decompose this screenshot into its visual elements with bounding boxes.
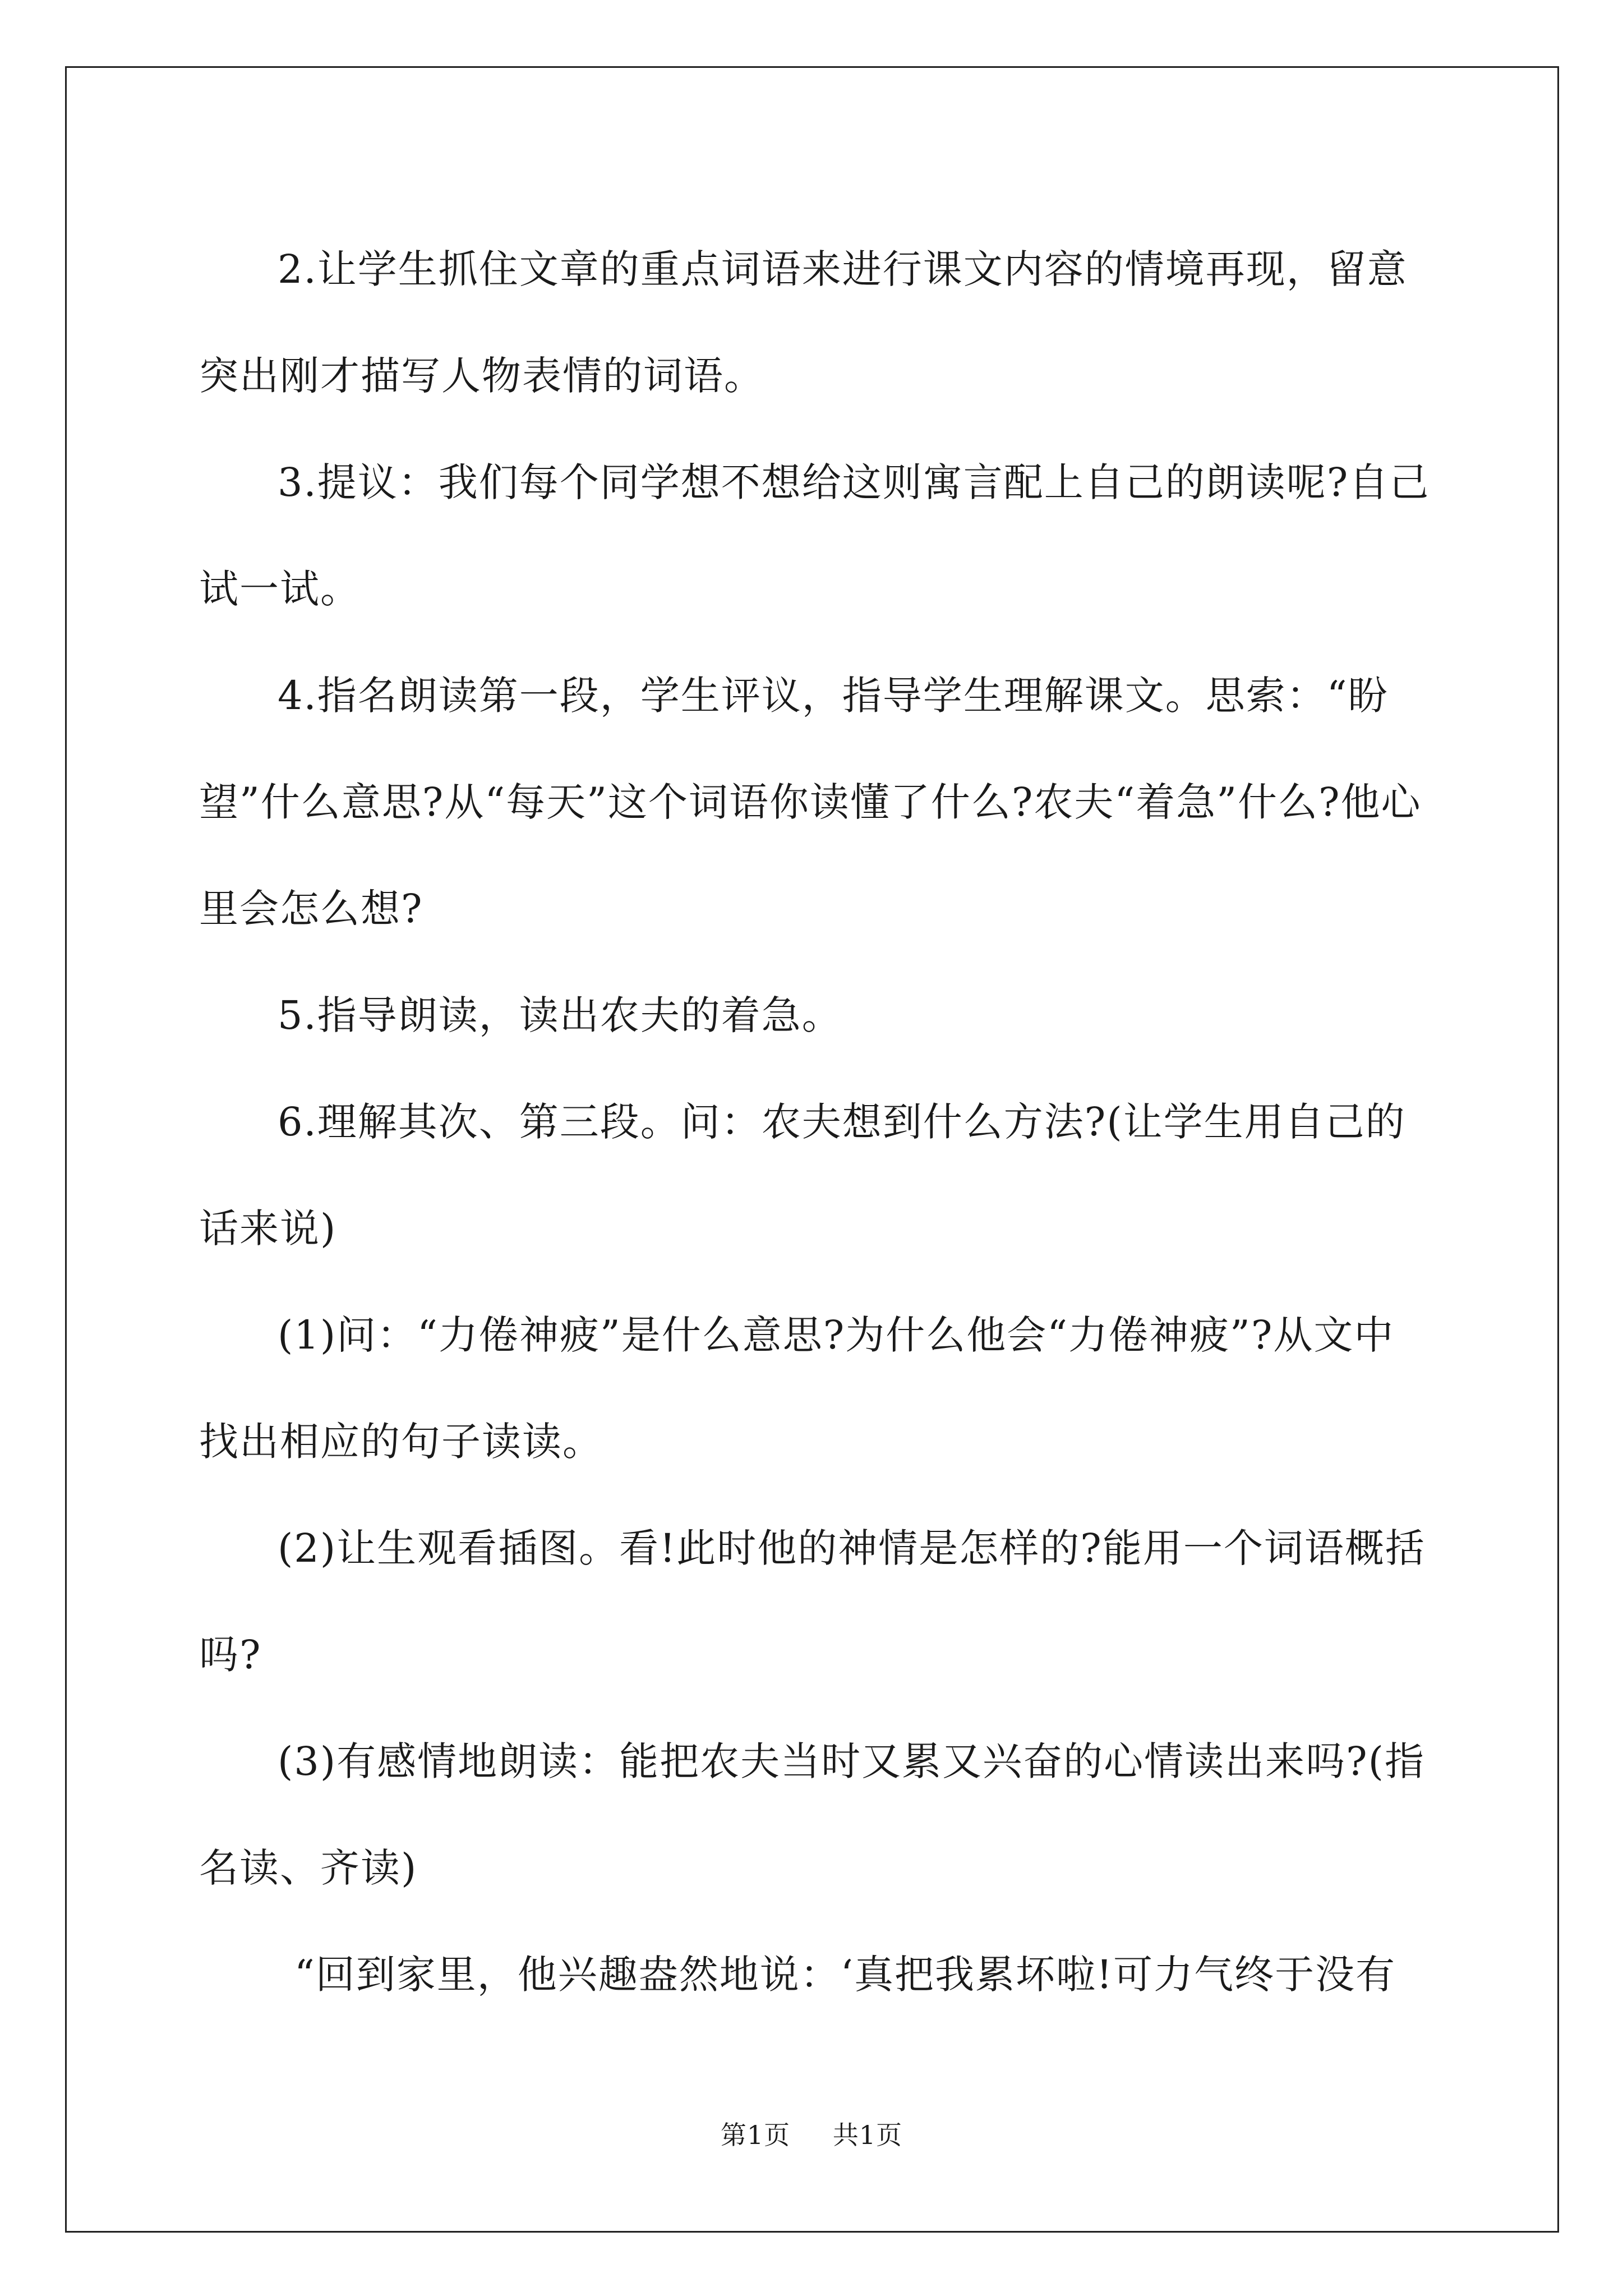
paragraph-sub-3: (3)有感情地朗读：能把农夫当时又累又兴奋的心情读出来吗?(指名读、齐读)	[199, 1738, 1425, 1891]
paragraph-sub-2: (2)让生观看插图。看!此时他的神情是怎样的?能用一个词语概括吗?	[199, 1525, 1426, 1678]
paragraph-4: 4.指名朗读第一段，学生评议，指导学生理解课文。思索：“盼望”什么意思?从“每天”这个词语你读懂了什么?农夫“着急”什么?他心里会怎么想?	[199, 673, 1422, 932]
paragraph-3: 3.提议：我们每个同学想不想给这则寓言配上自己的朗读呢?自己试一试。	[199, 459, 1430, 612]
paragraph-2: 2.让学生抓住文章的重点词语来进行课文内容的情境再现，留意突出刚才描写人物表情的词语。	[199, 246, 1408, 399]
paragraph-6: 6.理解其次、第三段。问：农夫想到什么方法?(让学生用自己的话来说)	[199, 1099, 1406, 1251]
paragraph-sub-1: (1)问：“力倦神疲”是什么意思?为什么他会“力倦神疲”?从文中找出相应的句子读读。	[199, 1312, 1395, 1465]
paragraph-quote: “回到家里，他兴趣盎然地说：‘真把我累坏啦!可力气终于没有	[294, 1952, 1396, 1998]
page-footer	[0, 2115, 1623, 2152]
page-number-total: 共1页	[832, 2120, 903, 2150]
document-body	[199, 216, 1433, 2028]
page-number-current: 第1页	[720, 2120, 791, 2150]
paragraph-5: 5.指导朗读，读出农夫的着急。	[278, 992, 842, 1038]
